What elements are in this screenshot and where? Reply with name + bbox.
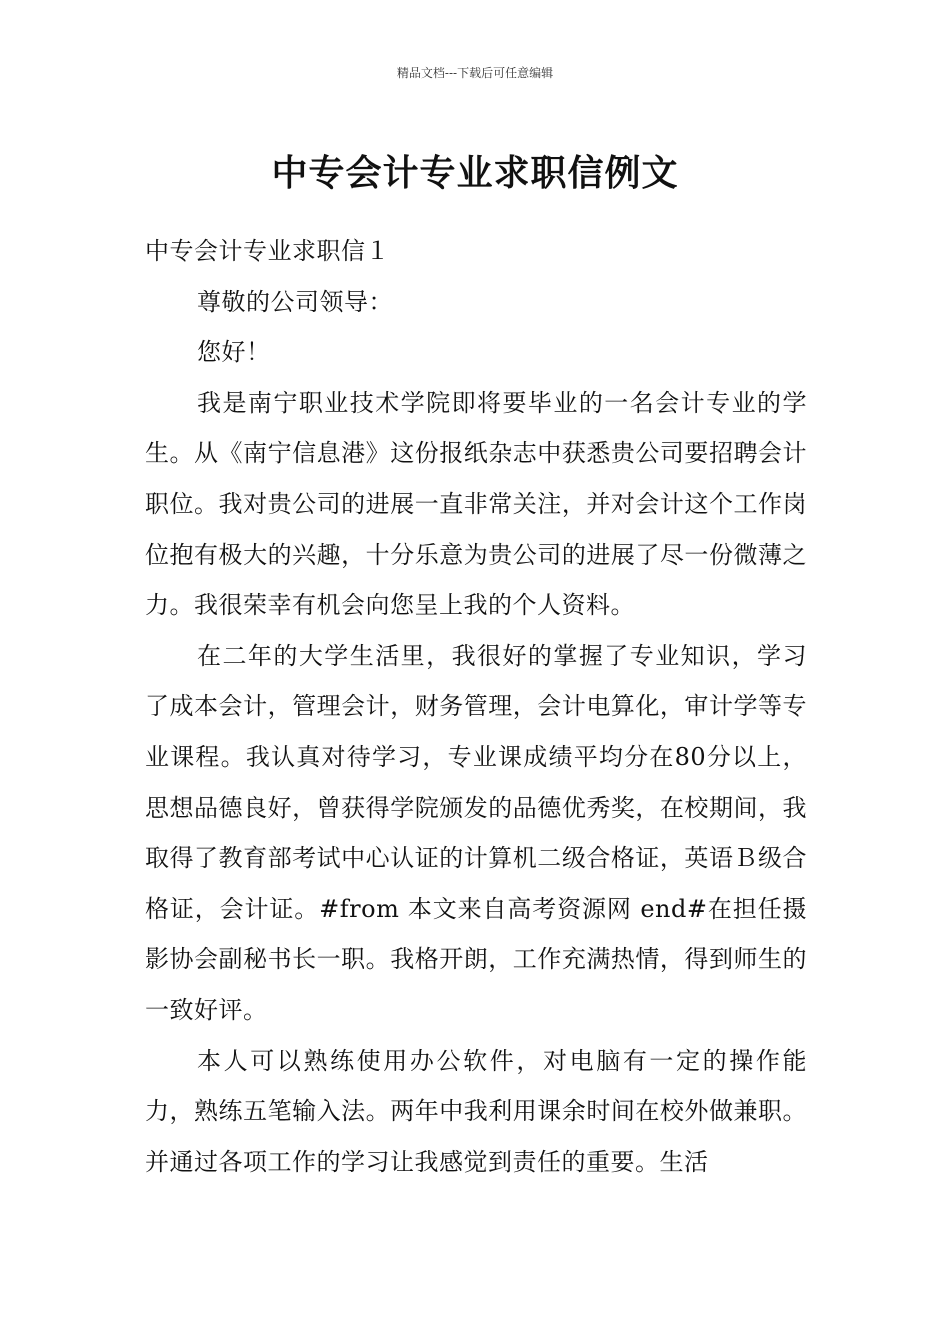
paragraph-2: 在二年的大学生活里，我很好的掌握了专业知识，学习了成本会计，管理会计，财务管理，会计电算化，审计学等专业课程。我认真对待学习，专业课成绩平均分在80分以上，思想品德良好，曾获得学院颁发的品德优秀奖，在校期间，我取得了教育部考试中心认证的计算机二级合格证，英语Ｂ级合格证，会计证。#from 本文来自高考资源网 end#在担任摄影协会副秘书长一职。我格开朗，工作充满热情，得到师生的一致好评。 [145, 641, 807, 1024]
greeting: 您好！ [197, 338, 271, 367]
header-note: 精品文档---下载后可任意编辑 [396, 66, 554, 80]
salutation: 尊敬的公司领导： [197, 287, 393, 316]
paragraph-1: 我是南宁职业技术学院即将要毕业的一名会计专业的学生。从《南宁信息港》这份报纸杂志中获悉贵公司要招聘会计职位。我对贵公司的进展一直非常关注，并对会计这个工作岗位抱有极大的兴趣，十分乐意为贵公司的进展了尽一份微薄之力。我很荣幸有机会向您呈上我的个人资料。 [145, 388, 807, 620]
letter-body [145, 226, 807, 1187]
paragraph-3: 本人可以熟练使用办公软件，对电脑有一定的操作能力，熟练五笔输入法。两年中我利用课余时间在校外做兼职。并通过各项工作的学习让我感觉到责任的重要。生活 [145, 1046, 807, 1176]
letter-subheading: 中专会计专业求职信１ [145, 237, 390, 265]
document-title: 中专会计专业求职信例文 [271, 153, 679, 195]
